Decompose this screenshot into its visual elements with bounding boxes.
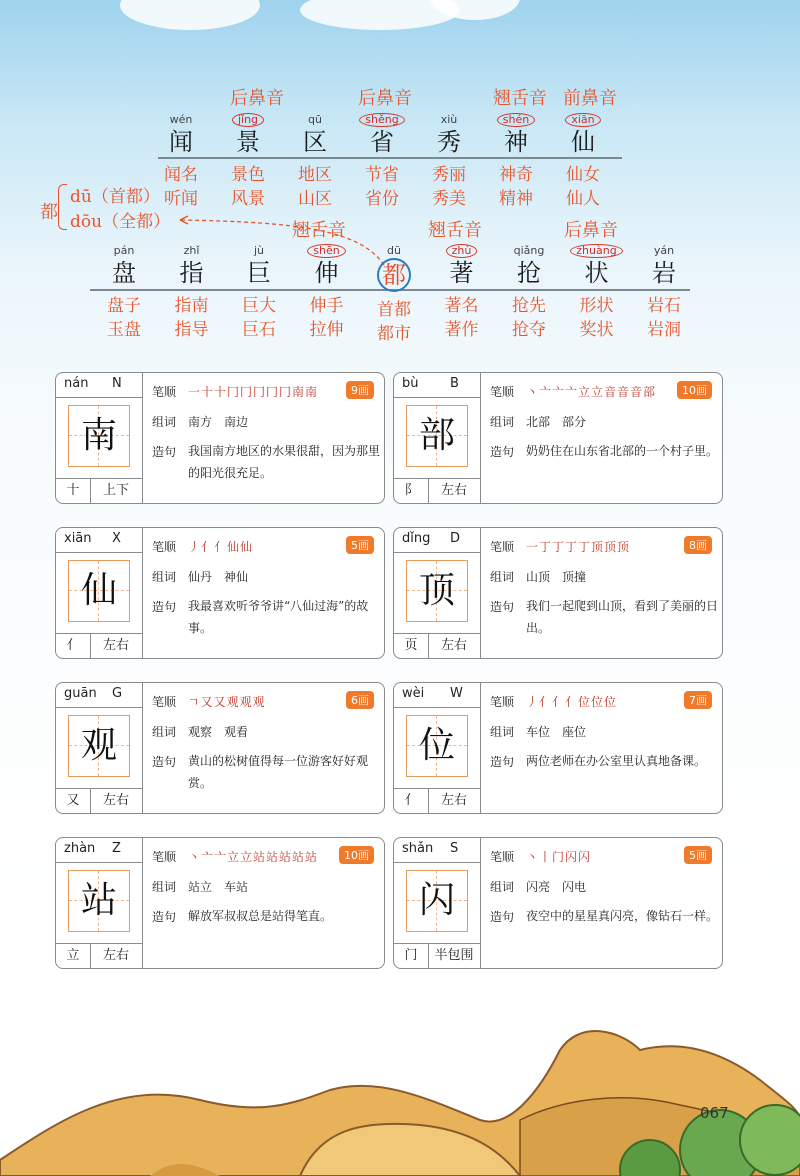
card-right-panel (490, 838, 719, 968)
card-radical: 门 (394, 944, 429, 968)
card-structure: 左右 (102, 638, 129, 653)
stroke-order: 丶亠亠亠立立音音音部 (526, 385, 657, 399)
hanzi: 闻 (169, 128, 193, 156)
word: 山区 (298, 189, 332, 209)
hanzi: 秀 (437, 128, 461, 156)
pinyin: zhù (427, 244, 497, 258)
card-initial: S (450, 841, 459, 856)
hanzi: 省 (370, 128, 394, 156)
card-pinyin-row (56, 528, 142, 553)
word: 岩石 (647, 296, 681, 316)
words-line (152, 568, 248, 585)
card-structure-row (394, 633, 480, 658)
card-right-panel (152, 528, 378, 658)
word: 奖状 (579, 320, 614, 340)
stroke-order-label: 笔顺 (152, 540, 177, 554)
card-structure: 左右 (440, 793, 467, 808)
word: 闻名 (164, 165, 198, 185)
card-radical: 十 (56, 479, 91, 503)
word: 岩洞 (647, 320, 681, 340)
hanzi: 区 (303, 128, 327, 156)
character-card (55, 372, 385, 504)
tianzige-grid (68, 560, 130, 622)
pinyin: wén (169, 113, 193, 126)
stroke-order-line (152, 538, 253, 555)
card-left-panel (394, 373, 481, 503)
card-pinyin-row (394, 683, 480, 708)
sentence-label-line (490, 908, 526, 925)
sentence-label: 造句 (152, 755, 177, 769)
card-words: 车位 座位 (526, 725, 587, 739)
card-structure: 半包围 (434, 948, 474, 963)
card-sentence: 两位老师在办公室里认真地备课。 (526, 754, 707, 768)
pinyin: dū (387, 244, 401, 257)
stroke-count-badge: 8画 (684, 536, 712, 554)
card-right-panel (490, 373, 719, 503)
card-pinyin-row (56, 373, 142, 398)
card-words: 站立 车站 (188, 880, 249, 894)
char-column (157, 244, 227, 342)
card-pinyin: bù (402, 376, 419, 391)
stroke-order: 一十十冂冂冂冂冂南南 (188, 385, 319, 399)
char-column (89, 244, 159, 342)
card-hanzi: 站 (80, 880, 117, 921)
card-initial: B (450, 376, 459, 391)
card-hanzi: 南 (80, 415, 117, 456)
card-hanzi: 位 (418, 725, 455, 766)
card-structure: 左右 (102, 948, 129, 963)
card-left-panel (56, 528, 143, 658)
word: 著名 (444, 296, 479, 316)
sentence-label-line (152, 443, 188, 460)
stroke-count-badge: 5画 (684, 846, 712, 864)
stroke-order-line (490, 848, 591, 865)
card-right-panel (152, 683, 378, 813)
word: 都市 (377, 324, 411, 344)
card-sentence: 我们一起爬到山顶，看到了美丽的日出。 (526, 599, 719, 635)
stroke-order-label: 笔顺 (152, 385, 177, 399)
pinyin: qiǎng (513, 244, 545, 257)
hanzi: 指 (179, 259, 204, 287)
tianzige-grid (406, 560, 468, 622)
mountain-illustration (0, 1010, 800, 1176)
word: 省份 (365, 189, 399, 209)
pinyin: zhuàng (562, 244, 632, 258)
word: 地区 (298, 165, 332, 185)
tianzige-grid (68, 405, 130, 467)
stroke-count-badge: 9画 (346, 381, 374, 399)
page-number: 067 (700, 1104, 729, 1122)
card-left-panel (394, 528, 481, 658)
word: 形状 (579, 296, 614, 316)
words-label: 组词 (152, 725, 177, 739)
word: 秀丽 (432, 165, 466, 185)
card-initial: W (450, 686, 463, 701)
word: 风景 (231, 189, 265, 209)
word: 巨大 (242, 296, 276, 316)
card-pinyin: nán (64, 376, 89, 391)
sentence-label: 造句 (490, 600, 515, 614)
card-pinyin: dǐng (402, 531, 431, 546)
card-hanzi: 仙 (80, 570, 117, 611)
card-radical: 页 (394, 634, 429, 658)
card-words: 北部 部分 (526, 415, 587, 429)
character-card (55, 682, 385, 814)
hanzi: 神 (504, 128, 528, 156)
sentence-label-line (490, 443, 526, 460)
card-structure-row (56, 943, 142, 968)
words-label: 组词 (490, 880, 515, 894)
card-left-panel (56, 838, 143, 968)
sentence-label: 造句 (490, 445, 515, 459)
stroke-count-badge: 10画 (677, 381, 712, 399)
pinyin: xiù (440, 113, 458, 126)
word: 精神 (499, 189, 533, 209)
card-hanzi: 闪 (418, 880, 455, 921)
character-card (55, 837, 385, 969)
card-pinyin: zhàn (64, 841, 96, 856)
stroke-order-label: 笔顺 (152, 850, 177, 864)
stroke-order-label: 笔顺 (152, 695, 177, 709)
card-structure: 左右 (440, 483, 467, 498)
card-radical: 立 (56, 944, 91, 968)
word: 巨石 (242, 320, 276, 340)
pinyin: pán (113, 244, 135, 257)
words-line (490, 413, 586, 430)
stroke-count-badge: 5画 (346, 536, 374, 554)
card-words: 仙丹 神仙 (188, 570, 249, 584)
card-sentence: 我最喜欢听爷爷讲“八仙过海”的故事。 (188, 599, 369, 635)
stroke-order: 丶亠亠立立站站站站站 (188, 850, 319, 864)
words-label: 组词 (152, 415, 177, 429)
char-column (494, 244, 564, 342)
character-card (393, 372, 723, 504)
stroke-order: ㄱ又又观观观 (188, 695, 266, 709)
word: 玉盘 (107, 320, 141, 340)
card-structure-row (394, 478, 480, 503)
card-pinyin-row (56, 683, 142, 708)
card-hanzi: 顶 (418, 570, 455, 611)
stroke-order: 丿亻亻亻位位位 (526, 695, 618, 709)
word: 抢先 (512, 296, 546, 316)
card-right-panel (490, 528, 719, 658)
card-right-panel (490, 683, 716, 813)
card-radical: 亻 (394, 789, 429, 813)
card-sentence: 黄山的松树值得每一位游客好好观赏。 (188, 754, 369, 790)
stroke-order: 丿亻亻仙仙 (188, 540, 254, 554)
card-radical: 阝 (394, 479, 429, 503)
pinyin: zhǐ (183, 244, 200, 257)
character-card (55, 527, 385, 659)
sentence-label: 造句 (490, 910, 515, 924)
polyphone-reading-1: dū（首都） (70, 187, 160, 207)
pinyin: shēn (292, 244, 362, 258)
sentence-label-line (490, 753, 526, 770)
word: 景色 (231, 165, 265, 185)
word: 指导 (174, 320, 209, 340)
word: 拉伸 (309, 320, 344, 340)
words-label: 组词 (490, 415, 515, 429)
stroke-order: 丶丨门闪闪 (526, 850, 592, 864)
char-column (427, 244, 497, 342)
card-initial: N (112, 376, 122, 391)
hanzi: 巨 (247, 259, 271, 287)
words-line (490, 568, 586, 585)
stroke-order: 一丁丁丁丁顶顶顶 (526, 540, 631, 554)
words-line (490, 723, 586, 740)
card-pinyin: xiān (64, 531, 92, 546)
stroke-count-badge: 6画 (346, 691, 374, 709)
char-column (562, 244, 632, 342)
sentence-label-line (152, 598, 188, 615)
stroke-order-line (152, 693, 266, 710)
hanzi: 状 (584, 259, 609, 287)
hanzi: 抢 (517, 259, 541, 287)
card-left-panel (394, 838, 481, 968)
stroke-order-line (490, 383, 656, 400)
word: 秀美 (432, 189, 466, 209)
pinyin: jù (253, 244, 265, 257)
card-left-panel (56, 683, 143, 813)
word: 听闻 (164, 189, 198, 209)
character-card (393, 527, 723, 659)
card-sentence: 我国南方地区的水果很甜，因为那里的阳光很充足。 (188, 444, 381, 480)
card-left-panel (394, 683, 481, 813)
stroke-order-label: 笔顺 (490, 385, 515, 399)
card-structure-row (394, 788, 480, 813)
pronunciation-tag: 翘舌音 (428, 220, 482, 241)
pinyin: qū (308, 113, 322, 126)
card-right-panel (152, 838, 378, 968)
sentence-label: 造句 (490, 755, 515, 769)
card-sentence: 夜空中的星星真闪亮，像钻石一样。 (526, 909, 719, 923)
pinyin: shén (481, 113, 551, 127)
stroke-order-line (490, 538, 630, 555)
card-initial: G (112, 686, 123, 701)
card-structure: 左右 (102, 793, 129, 808)
card-sentence: 奶奶住在山东省北部的一个村子里。 (526, 444, 719, 458)
word: 指南 (174, 296, 209, 316)
word: 神奇 (499, 165, 533, 185)
pronunciation-tag: 翘舌音 (493, 88, 547, 109)
pinyin: yán (653, 244, 675, 257)
pronunciation-tag: 翘舌音 (292, 220, 346, 241)
card-pinyin-row (394, 528, 480, 553)
hanzi: 伸 (314, 259, 339, 287)
stroke-count-badge: 7画 (684, 691, 712, 709)
sentence-label-line (490, 598, 526, 615)
stroke-order-line (152, 383, 318, 400)
card-words: 南方 南边 (188, 415, 249, 429)
card-hanzi: 观 (80, 725, 117, 766)
hanzi: 著 (449, 259, 474, 287)
card-left-panel (56, 373, 143, 503)
card-pinyin: wèi (402, 686, 425, 701)
hanzi: 都 (359, 258, 429, 292)
char-column (224, 244, 294, 342)
words-line (152, 723, 248, 740)
card-radical: 又 (56, 789, 91, 813)
words-label: 组词 (152, 570, 177, 584)
char-column (629, 244, 699, 342)
stroke-order-line (152, 848, 318, 865)
stroke-order-label: 笔顺 (490, 695, 515, 709)
word: 仙人 (566, 189, 600, 209)
word: 节省 (365, 165, 399, 185)
word: 伸手 (309, 296, 344, 316)
word: 仙女 (566, 165, 600, 185)
card-words: 闪亮 闪电 (526, 880, 587, 894)
card-structure: 左右 (440, 638, 467, 653)
hanzi: 盘 (112, 259, 136, 287)
pronunciation-tag: 后鼻音 (564, 220, 618, 241)
polyphone-label: 都 (40, 202, 58, 223)
card-words: 观察 观看 (188, 725, 249, 739)
card-pinyin-row (56, 838, 142, 863)
pronunciation-tag: 前鼻音 (563, 88, 617, 109)
polyphone-reading-2: dōu（全都） (70, 212, 171, 232)
sentence-label: 造句 (152, 600, 177, 614)
card-pinyin: shǎn (402, 841, 434, 856)
words-label: 组词 (490, 725, 515, 739)
sentence-label: 造句 (152, 910, 177, 924)
card-structure-row (394, 943, 480, 968)
card-pinyin-row (394, 838, 480, 863)
card-initial: X (112, 531, 121, 546)
card-radical: 亻 (56, 634, 91, 658)
words-label: 组词 (152, 880, 177, 894)
card-structure-row (56, 788, 142, 813)
stroke-order-label: 笔顺 (490, 850, 515, 864)
words-line (152, 878, 248, 895)
pinyin: xiān (548, 113, 618, 127)
card-structure-row (56, 478, 142, 503)
words-label: 组词 (490, 570, 515, 584)
card-pinyin-row (394, 373, 480, 398)
character-card (393, 837, 723, 969)
card-structure: 上下 (102, 483, 129, 498)
tianzige-grid (406, 715, 468, 777)
pronunciation-tag: 后鼻音 (358, 88, 412, 109)
card-initial: Z (112, 841, 121, 856)
stroke-order-line (490, 693, 617, 710)
char-column (292, 244, 362, 342)
hanzi: 仙 (571, 128, 595, 156)
tianzige-grid (68, 715, 130, 777)
tianzige-grid (406, 870, 468, 932)
sentence-label: 造句 (152, 445, 177, 459)
card-pinyin: guān (64, 686, 97, 701)
tianzige-grid (68, 870, 130, 932)
hanzi: 景 (236, 128, 260, 156)
words-line (490, 878, 586, 895)
character-card (393, 682, 723, 814)
tianzige-grid (406, 405, 468, 467)
stroke-order-label: 笔顺 (490, 540, 515, 554)
hanzi: 岩 (652, 259, 676, 287)
pinyin: jǐng (213, 113, 283, 127)
card-structure-row (56, 633, 142, 658)
pinyin: shěng (347, 113, 417, 127)
card-initial: D (450, 531, 461, 546)
stroke-count-badge: 10画 (339, 846, 374, 864)
card-words: 山顶 顶撞 (526, 570, 587, 584)
sentence-label-line (152, 908, 188, 925)
char-column (359, 244, 429, 346)
card-right-panel (152, 373, 381, 503)
word: 著作 (444, 320, 479, 340)
card-sentence: 解放军叔叔总是站得笔直。 (188, 909, 333, 923)
card-hanzi: 部 (418, 415, 455, 456)
words-line (152, 413, 248, 430)
sentence-label-line (152, 753, 188, 770)
word: 盘子 (107, 296, 141, 316)
pronunciation-tag: 后鼻音 (230, 88, 284, 109)
word: 首都 (377, 300, 411, 320)
word: 抢夺 (512, 320, 546, 340)
